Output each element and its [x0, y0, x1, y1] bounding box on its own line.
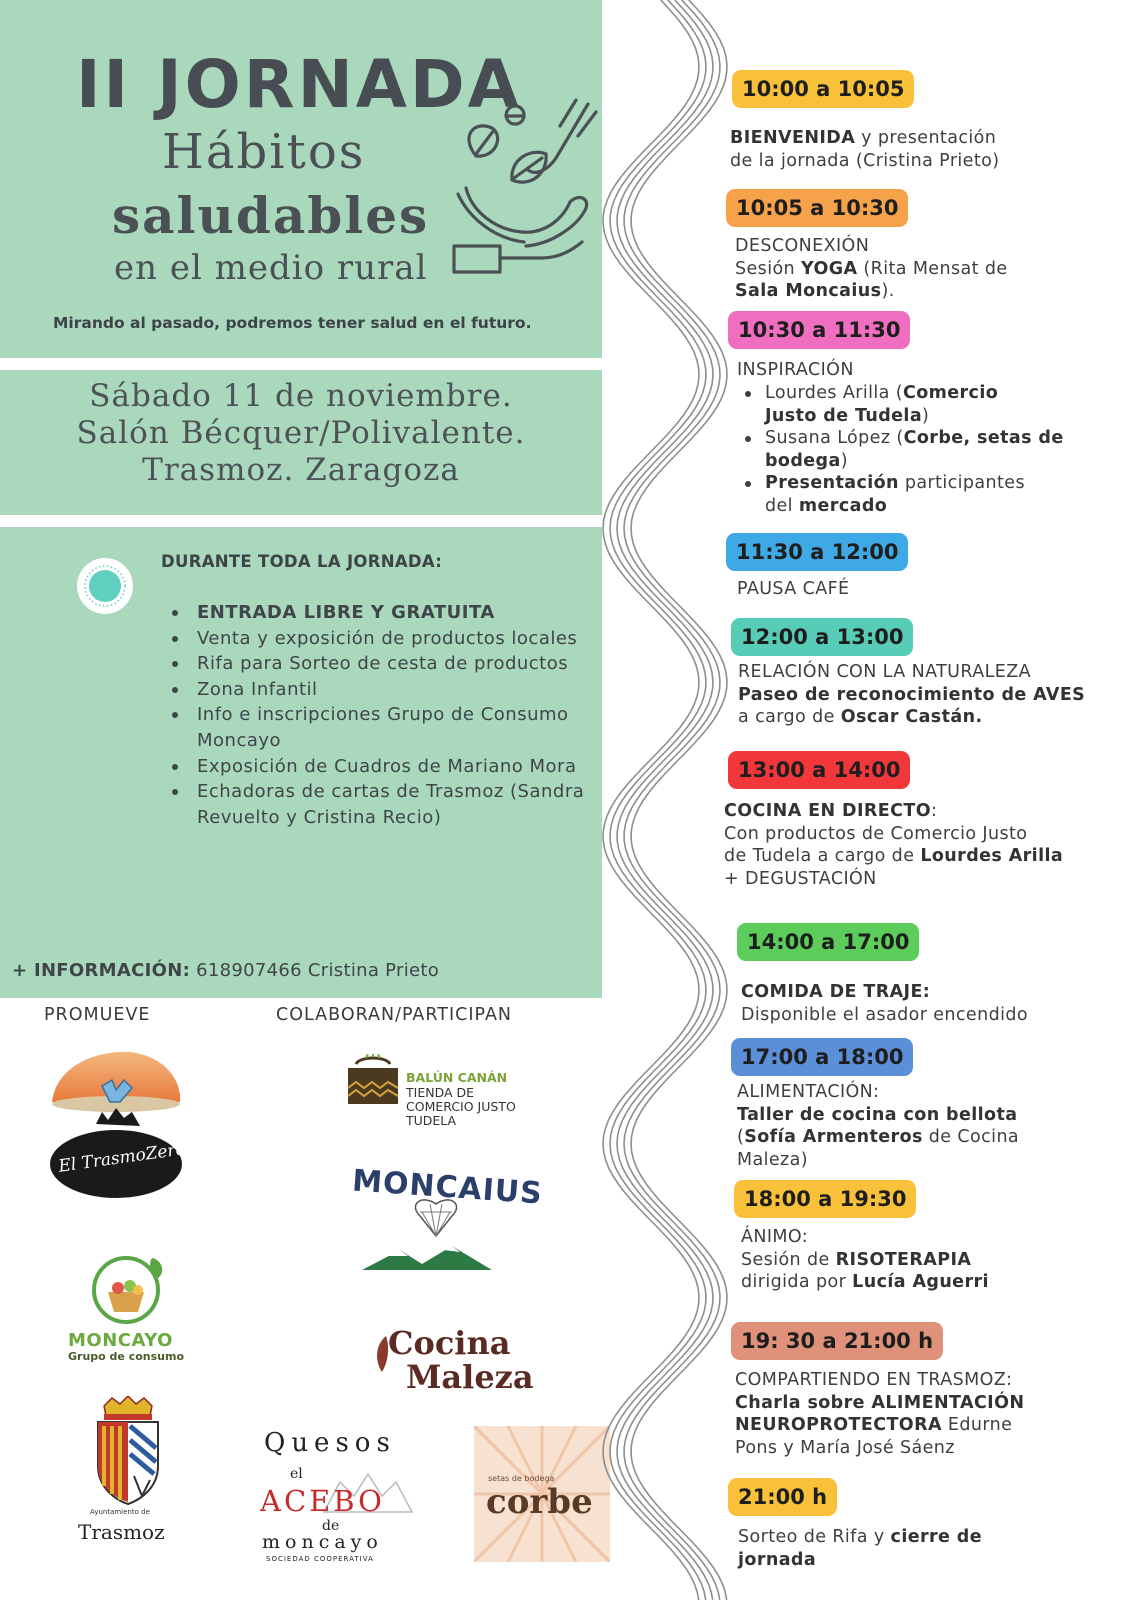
list-item: Rifa para Sorteo de cesta de productos — [172, 651, 592, 677]
moncaius-logo — [351, 1163, 544, 1276]
time-pill-1030: 10:30 a 11:30 — [728, 311, 910, 349]
quesos-de-text: de — [322, 1518, 340, 1534]
moncayo-subtext: Grupo de consumo — [68, 1350, 185, 1363]
balun-canan-logo — [346, 1054, 536, 1134]
info-contact — [12, 960, 439, 981]
corbe-text: corbe — [486, 1482, 593, 1522]
balun-canan-line2: TIENDA DE — [406, 1085, 475, 1100]
colaboran-heading: COLABORAN/PARTICIPAN — [276, 1005, 513, 1025]
time-pill-1800: 18:00 a 19:30 — [734, 1180, 916, 1218]
corbe-logo — [474, 1426, 610, 1562]
time-pill-1700: 17:00 a 18:00 — [731, 1038, 913, 1076]
balun-canan-line3: COMERCIO JUSTO — [406, 1099, 516, 1114]
title-panel — [0, 0, 602, 358]
balun-canan-line4: TUDELA — [406, 1113, 457, 1128]
moncayo-text: MONCAYO — [68, 1330, 173, 1351]
quesos-text: Quesos — [264, 1428, 396, 1458]
circle-badge-icon — [77, 558, 133, 614]
schedule-text: RELACIÓN CON LA NATURALEZA Paseo de reconocimiento de AVES a cargo de Oscar Castán. — [738, 662, 1086, 727]
trasmozero-text: El TrasmoZero — [57, 1139, 187, 1177]
time-pill-2100: 21:00 h — [728, 1478, 837, 1516]
list-item: Presentación participantes del mercado — [739, 472, 1064, 517]
trasmoz-coat-of-arms — [78, 1396, 178, 1546]
balun-canan-name: BALÚN CANÁN — [406, 1070, 508, 1085]
wavy-line — [610, 0, 706, 1600]
list-item: Susana López (Corbe, setas de bodega) — [739, 427, 1064, 472]
cocina-maleza-line1: Cocina — [388, 1324, 511, 1362]
trasmoz-small-text: Ayuntamiento de — [90, 1508, 150, 1516]
list-item: Exposición de Cuadros de Mariano Mora — [172, 754, 592, 780]
time-pill-1130: 11:30 a 12:00 — [726, 533, 908, 571]
list-item: ENTRADA LIBRE Y GRATUITA — [172, 600, 592, 626]
time-pill-1005: 10:05 a 10:30 — [726, 189, 908, 227]
list-item: Venta y exposición de productos locales — [172, 626, 592, 652]
event-subtitle-habitos: Hábitos — [162, 124, 366, 180]
event-subtitle-saludables: saludables — [112, 186, 430, 245]
list-item: Info e inscripciones Grupo de Consumo Moncayo — [172, 702, 592, 753]
event-date: Sábado 11 de noviembre. — [89, 378, 513, 414]
acebo-text: ACEBO — [260, 1484, 385, 1518]
schedule-text: COMIDA DE TRAJE: Disponible el asador encendido — [741, 982, 1028, 1025]
event-place: Trasmoz. Zaragoza — [142, 452, 460, 488]
hand-holding-vegetables-icon — [452, 96, 602, 296]
schedule-text: COCINA EN DIRECTO: Con productos de Comercio Justo de Tudela a cargo de Lourdes Arilla + DEGUSTACIÓN — [724, 801, 1064, 889]
inspiracion-list — [739, 382, 1064, 517]
moncayo-logo — [66, 1252, 186, 1364]
promueve-heading: PROMUEVE — [44, 1005, 151, 1025]
all-day-list — [172, 600, 592, 830]
schedule-text: ALIMENTACIÓN: Taller de cocina con bellota (Sofía Armenteros de Cocina Maleza) — [737, 1082, 1020, 1170]
list-item: Zona Infantil — [172, 677, 592, 703]
cocina-maleza-logo — [372, 1324, 532, 1404]
wavy-lines-decoration — [600, 0, 730, 1600]
schedule-text: ÁNIMO: Sesión de RISOTERAPIA dirigida por Lucía Aguerri — [741, 1227, 989, 1292]
schedule-text: COMPARTIENDO EN TRASMOZ: Charla sobre ALIMENTACIÓN NEUROPROTECTORA Edurne Pons y María José Sáenz — [735, 1370, 1025, 1458]
moncaius-text: MONCAIUS — [351, 1163, 544, 1212]
wavy-line — [603, 0, 699, 1600]
quesos-el-text: el — [290, 1466, 303, 1482]
schedule-text: Sorteo de Rifa y cierre de jornada — [738, 1527, 983, 1570]
cooperativa-text: SOCIEDAD COOPERATIVA — [266, 1555, 374, 1563]
info-contact-value: 618907466 Cristina Prieto — [196, 960, 440, 981]
event-title: II JORNADA — [76, 46, 522, 123]
schedule-text: INSPIRACIÓN — [737, 360, 854, 380]
quesos-acebo-logo — [260, 1428, 420, 1563]
time-pill-1930: 19: 30 a 21:00 h — [731, 1322, 943, 1360]
list-item: Lourdes Arilla (Comercio Justo de Tudela) — [739, 382, 1064, 427]
event-venue: Salón Bécquer/Polivalente. — [76, 415, 526, 451]
schedule-text: PAUSA CAFÉ — [737, 579, 850, 599]
info-contact-label: + INFORMACIÓN: — [12, 960, 191, 981]
time-pill-1300: 13:00 a 14:00 — [728, 751, 910, 789]
schedule-text: BIENVENIDA y presentación de la jornada (Cristina Prieto) — [730, 128, 1000, 171]
event-subtitle-rural: en el medio rural — [114, 248, 428, 288]
trasmozero-logo — [46, 1046, 186, 1198]
cocina-maleza-line2: Maleza — [406, 1358, 534, 1396]
corbe-small-text: setas de bodega — [488, 1474, 555, 1483]
time-pill-1000: 10:00 a 10:05 — [732, 70, 914, 108]
time-pill-1200: 12:00 a 13:00 — [731, 618, 913, 656]
date-panel — [0, 370, 602, 515]
all-day-heading: DURANTE TODA LA JORNADA: — [161, 552, 443, 571]
leaf-icon — [372, 1334, 392, 1374]
time-pill-1400: 14:00 a 17:00 — [737, 923, 919, 961]
schedule-text: DESCONEXIÓN Sesión YOGA (Rita Mensat de Sala Moncaius). — [735, 236, 1008, 301]
moncayo-cheese-text: moncayo — [262, 1531, 383, 1553]
list-item: Echadoras de cartas de Trasmoz (Sandra Revuelto y Cristina Recio) — [172, 779, 592, 830]
event-motto: Mirando al pasado, podremos tener salud en el futuro. — [53, 314, 532, 332]
trasmoz-text: Trasmoz — [78, 1520, 165, 1544]
